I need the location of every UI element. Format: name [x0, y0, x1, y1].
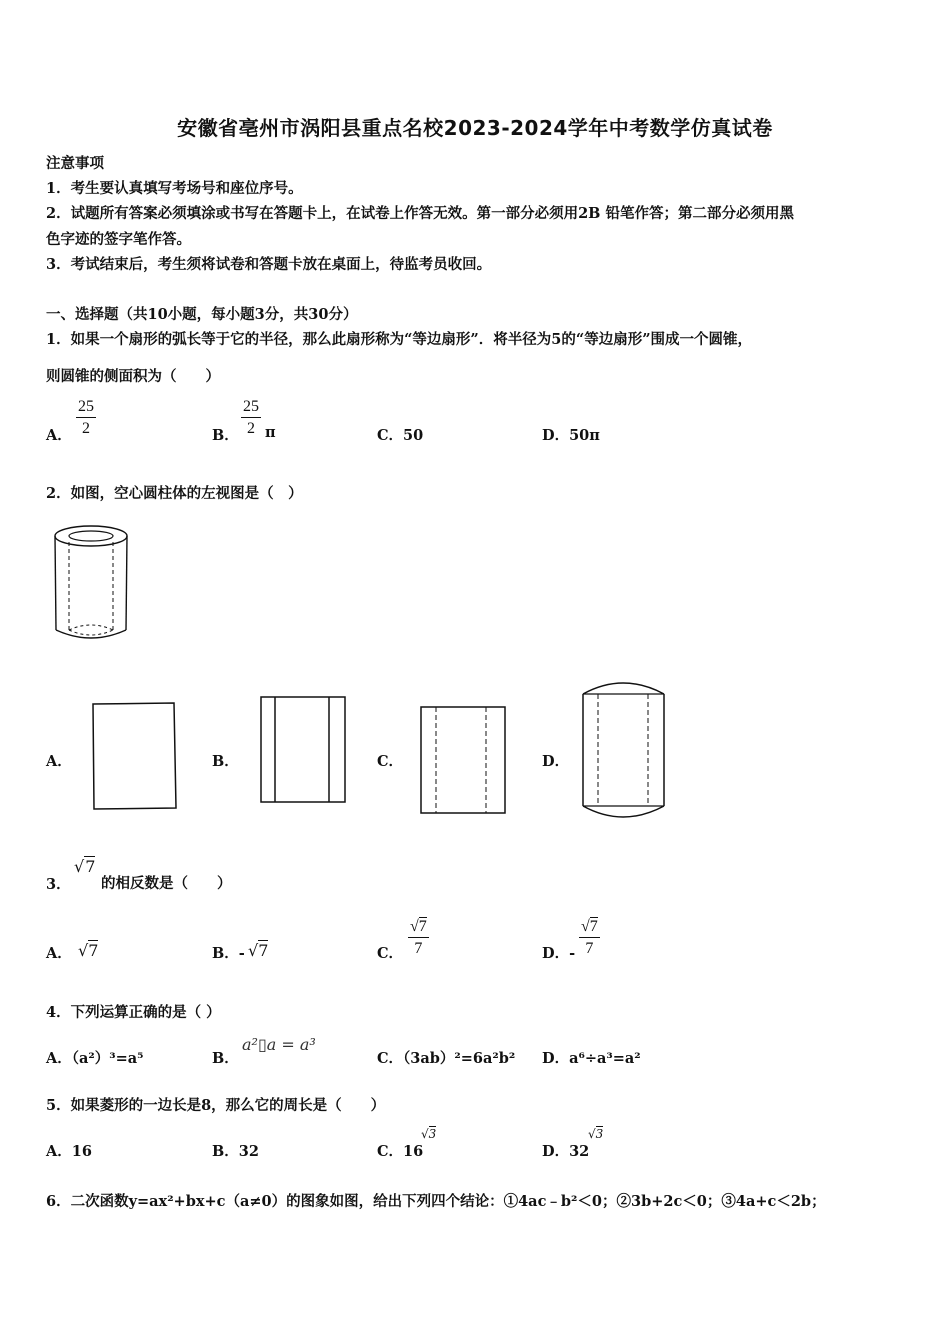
option-b-label: B．-	[212, 945, 245, 962]
fraction-numerator: √7	[579, 917, 600, 938]
option-a: A．16	[46, 1143, 92, 1160]
page-title: 安徽省亳州市涡阳县重点名校2023-2024学年中考数学仿真试卷	[177, 116, 773, 140]
option-b-label: B．	[212, 427, 239, 444]
notice-item: 色字迹的签字笔作答。	[46, 231, 191, 248]
fraction-denominator: 2	[82, 420, 90, 437]
option-d-sqrt	[588, 1127, 603, 1141]
option-b-suffix: π	[265, 424, 276, 441]
notice-item: 1．考生要认真填写考场号和座位序号。	[46, 180, 303, 197]
option-d: D．50π	[542, 427, 600, 444]
option-a-fraction	[76, 397, 96, 440]
option-d: D．a⁶÷a³=a²	[542, 1050, 641, 1067]
radicand: 7	[88, 941, 99, 960]
fraction-numerator: 25	[241, 397, 261, 418]
option-d-label: D．	[542, 753, 570, 770]
notice-heading: 注意事项	[46, 155, 104, 172]
option-b-sqrt	[248, 941, 268, 960]
option-b-label: B．	[212, 753, 239, 770]
radicand: 7	[85, 857, 96, 876]
notice-item: 2．试题所有答案必须填涂或书写在答题卡上，在试卷上作答无效。第一部分必须用2B 铅笔作答；第二部分必须用黑	[46, 205, 794, 222]
option-b-label: B．	[212, 1050, 239, 1067]
option-b-expression: a²▯a = a³	[242, 1035, 316, 1054]
radicand: 7	[418, 918, 427, 935]
notice-item: 3．考试结束后，考生须将试卷和答题卡放在桌面上，待监考员收回。	[46, 256, 492, 273]
option-b-solid-lines-rectangle	[258, 694, 350, 806]
option-a: A．（a²）³=a⁵	[46, 1050, 144, 1067]
question-6-stem: 6．二次函数y=ax²+bx+c（a≠0）的图象如图，给出下列四个结论：①4ac﹣b²＜0；②3b+2c＜0；③4a+c＜2b；	[46, 1193, 826, 1210]
option-c-fraction	[408, 917, 429, 960]
option-d-label: D．-	[542, 945, 576, 962]
fraction-denominator: 7	[414, 940, 423, 957]
option-c: C．（3ab）²=6a²b²	[377, 1050, 516, 1067]
radical-sign-icon: √	[78, 941, 89, 960]
option-a-label: A．	[46, 427, 72, 444]
option-a-sqrt	[78, 941, 98, 960]
option-c-label: C．	[377, 753, 404, 770]
option-a-label: A．	[46, 753, 72, 770]
hollow-cylinder-figure	[50, 522, 132, 644]
radical-sign-icon: √	[248, 941, 259, 960]
option-b-fraction	[241, 397, 261, 440]
radicand: 7	[589, 918, 598, 935]
radicand: 7	[258, 941, 269, 960]
sqrt-expression	[74, 857, 95, 876]
fraction-denominator: 7	[585, 940, 594, 957]
radical-sign-icon: √	[74, 857, 85, 876]
section-heading: 一、选择题（共10小题，每小题3分，共30分）	[46, 306, 358, 323]
fraction-numerator: √7	[408, 917, 429, 938]
question-1-stem-cont: 则圆锥的侧面积为（ ）	[46, 368, 220, 385]
radical-sign-icon: √	[421, 1127, 429, 1141]
question-4-stem: 4．下列运算正确的是（ ）	[46, 1004, 221, 1021]
fraction-denominator: 2	[247, 420, 255, 437]
question-5-stem: 5．如果菱形的一边长是8，那么它的周长是（ ）	[46, 1097, 386, 1114]
radical-sign-icon: √	[588, 1127, 596, 1141]
option-d-fraction	[579, 917, 600, 960]
question-3-stem: 的相反数是（ ）	[101, 875, 232, 892]
option-c-sqrt	[421, 1127, 436, 1141]
radicand: 3	[428, 1127, 437, 1141]
question-2-stem: 2．如图，空心圆柱体的左视图是（ ）	[46, 485, 303, 502]
radicand: 3	[595, 1127, 604, 1141]
option-a-solid-rectangle	[90, 700, 180, 812]
option-c-dashed-lines-rectangle	[418, 704, 508, 816]
option-d-curved-ends-figure	[578, 678, 670, 826]
option-c: C．16	[377, 1143, 424, 1160]
fraction-numerator: 25	[76, 397, 96, 418]
option-d: D．32	[542, 1143, 590, 1160]
question-3-number: 3．	[46, 876, 71, 893]
option-b: B．32	[212, 1143, 259, 1160]
question-1-stem: 1．如果一个扇形的弧长等于它的半径，那么此扇形称为“等边扇形”．将半径为5的“等边扇形”围成一个圆锥，	[46, 331, 753, 348]
option-a-label: A．	[46, 945, 72, 962]
option-c-label: C．	[377, 945, 404, 962]
option-c: C．50	[377, 427, 424, 444]
